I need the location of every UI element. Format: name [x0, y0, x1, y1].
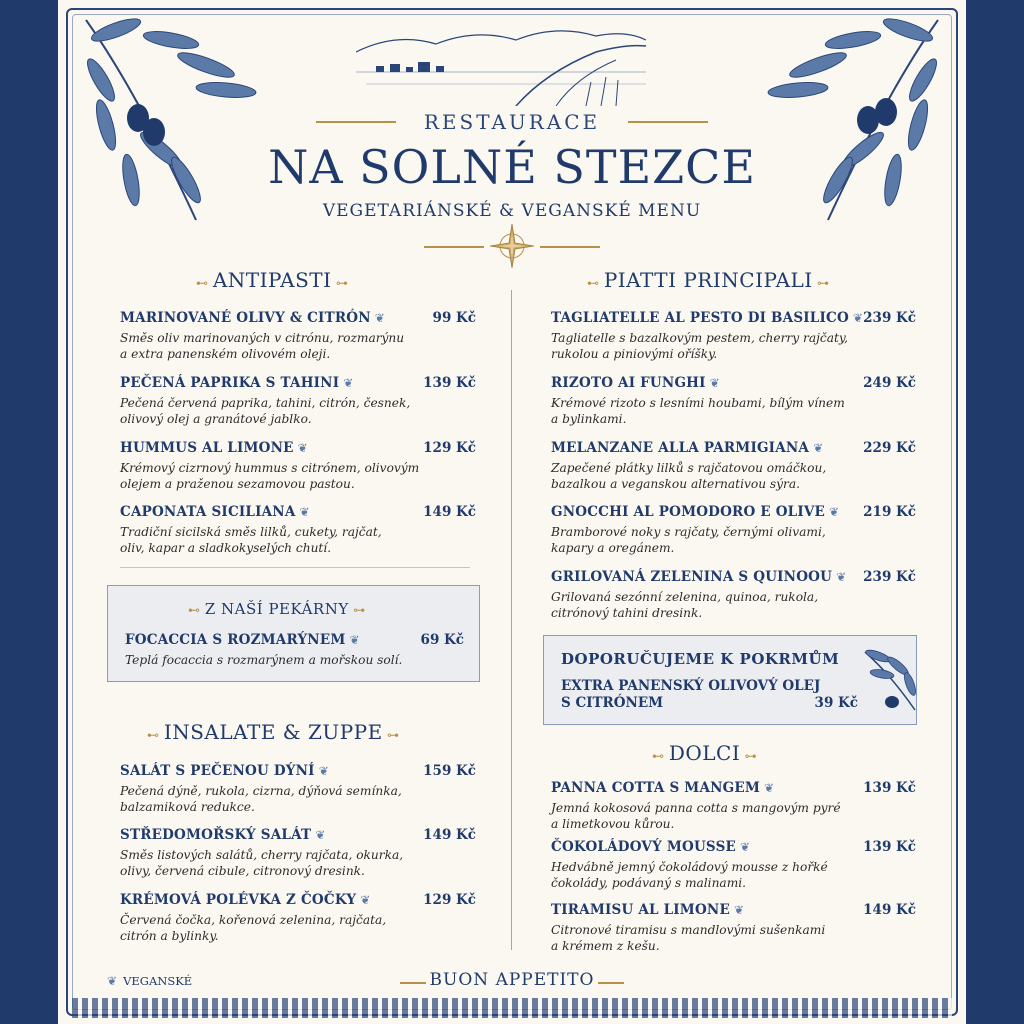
section-title-insalate: ⊷ INSALATE & ZUPPE ⊶	[147, 720, 400, 744]
leaf-icon: ❦	[299, 505, 310, 519]
item-price: 159 Kč	[423, 763, 476, 779]
item-name: HUMMUS AL LIMONE	[120, 440, 294, 456]
menu-item	[551, 440, 826, 492]
section-title-recommend: DOPORUČUJEME K POKRMŮM	[561, 650, 840, 668]
item-price: 139 Kč	[423, 375, 476, 391]
item-description: čokolády, podávaný s malinami.	[551, 876, 747, 890]
item-description: Pečená dýně, rukola, cizrna, dýňová semínka,	[120, 784, 402, 798]
column-divider	[511, 290, 512, 950]
recommend-item	[561, 678, 820, 712]
menu-item	[551, 375, 845, 427]
leaf-icon: ❦	[349, 633, 360, 647]
compass-rose-icon	[488, 222, 536, 270]
item-description: Tagliatelle s bazalkovým pestem, cherry rajčaty,	[551, 331, 848, 345]
item-name: STŘEDOMOŘSKÝ SALÁT	[120, 827, 312, 843]
leaf-icon: ❦	[107, 974, 118, 988]
item-description: kapary a oregánem.	[551, 541, 675, 555]
item-description: citrón a bylinky.	[120, 929, 219, 943]
restaurant-title: NA SOLNÉ STEZCE	[268, 140, 756, 194]
item-description: Směs oliv marinovaných v citrónu, rozmarýnu	[120, 331, 405, 345]
item-price: 139 Kč	[863, 780, 916, 796]
item-description: Zapečené plátky lilků s rajčatovou omáčkou,	[551, 461, 827, 475]
menu-item	[120, 892, 386, 944]
item-price: 149 Kč	[863, 902, 916, 918]
flourish-line	[540, 246, 600, 248]
item-name: GNOCCHI AL POMODORO E OLIVE	[551, 504, 826, 520]
restaurant-subtitle: RESTAURACE	[423, 110, 601, 134]
item-price: 149 Kč	[423, 504, 476, 520]
item-description: olejem a praženou sezamovou pastou.	[120, 477, 355, 491]
leaf-icon: ❦	[733, 903, 745, 917]
item-name: GRILOVANÁ ZELENINA S QUINOOU	[551, 569, 833, 585]
item-price: 129 Kč	[423, 892, 476, 908]
item-name: S CITRÓNEM	[561, 695, 664, 711]
menu-item	[120, 763, 402, 815]
menu-item	[551, 504, 839, 556]
item-name: KRÉMOVÁ POLÉVKA Z ČOČKY	[120, 892, 357, 908]
item-description: citrónový tahini dresink.	[551, 606, 703, 620]
decorative-border-band	[72, 998, 952, 1018]
menu-item	[120, 440, 419, 492]
item-price: 229 Kč	[863, 440, 916, 456]
menu-item	[120, 504, 382, 556]
landscape-illustration	[356, 22, 646, 106]
leaf-icon: ❦	[374, 311, 386, 325]
item-name: TAGLIATELLE AL PESTO DI BASILICO	[551, 310, 849, 326]
item-name: PEČENÁ PAPRIKA S TAHINI	[120, 375, 340, 391]
menu-tagline: VEGETARIÁNSKÉ & VEGANSKÉ MENU	[322, 201, 702, 221]
section-title-principali: ⊷ PIATTI PRINCIPALI ⊶	[587, 268, 830, 292]
menu-item	[120, 310, 404, 362]
menu-item	[551, 569, 846, 621]
item-name: FOCACCIA S ROZMARÝNEM	[125, 632, 346, 648]
item-price: 149 Kč	[423, 827, 476, 843]
item-description: Pečená červená paprika, tahini, citrón, česnek,	[120, 396, 411, 410]
item-price: 239 Kč	[863, 310, 916, 326]
leaf-icon: ❦	[343, 376, 354, 390]
menu-item	[551, 780, 841, 832]
item-description: Bramborové noky s rajčaty, černými olivami,	[551, 525, 826, 539]
section-title-bakery: ⊷ Z NAŠÍ PEKÁRNY ⊶	[188, 600, 366, 618]
item-name: MARINOVANÉ OLIVY & CITRÓN	[120, 310, 371, 326]
item-description: Grilovaná sezónní zelenina, quinoa, rukola,	[551, 590, 819, 604]
item-description: a bylinkami.	[551, 412, 627, 426]
item-description: Červená čočka, kořenová zelenina, rajčata,	[120, 913, 387, 927]
vegan-legend: ❦ VEGANSKÉ	[107, 974, 193, 988]
item-price: 249 Kč	[863, 375, 916, 391]
item-description: olivy, červená cibule, citronový dresink.	[120, 864, 365, 878]
item-name: MELANZANE ALLA PARMIGIANA	[551, 440, 810, 456]
item-description: olivový olej a granátové jablko.	[120, 412, 312, 426]
item-description: Citronové tiramisu s mandlovými sušenkami	[551, 923, 826, 937]
item-name: ČOKOLÁDOVÝ MOUSSE	[551, 839, 737, 855]
leaf-icon: ❦	[740, 840, 751, 854]
item-price: 129 Kč	[423, 440, 476, 456]
item-description: Krémové rizoto s lesními houbami, bílým vínem	[551, 396, 845, 410]
item-price: 99 Kč	[432, 310, 476, 326]
leaf-icon: ❦	[709, 376, 720, 390]
item-description: oliv, kapar a sladkokyselých chutí.	[120, 541, 332, 555]
leaf-icon: ❦	[852, 311, 864, 325]
menu-item	[551, 839, 828, 891]
olive-branch-icon	[860, 644, 926, 714]
item-price: 69 Kč	[420, 632, 464, 648]
item-description: a extra panenském olivovém oleji.	[120, 347, 331, 361]
leaf-icon: ❦	[836, 570, 847, 584]
item-description: balzamiková redukce.	[120, 800, 255, 814]
item-price: 219 Kč	[863, 504, 916, 520]
leaf-icon: ❦	[297, 441, 308, 455]
item-name: RIZOTO AI FUNGHI	[551, 375, 706, 391]
leaf-icon: ❦	[318, 764, 329, 778]
footer-text: BUON APPETITO	[429, 970, 595, 990]
item-description: Směs listových salátů, cherry rajčata, okurka,	[120, 848, 404, 862]
leaf-icon: ❦	[829, 505, 840, 519]
item-price: 39 Kč	[814, 695, 858, 711]
menu-item	[551, 902, 825, 954]
menu-item	[551, 310, 863, 362]
item-description: a limetkovou kůrou.	[551, 817, 675, 831]
item-description: rukolou a piniovými oříšky.	[551, 347, 718, 361]
item-name: PANNA COTTA S MANGEM	[551, 780, 761, 796]
item-name: SALÁT S PEČENOU DÝNÍ	[120, 763, 315, 779]
section-title-dolci: ⊷ DOLCI ⊶	[652, 741, 758, 765]
menu-item	[120, 827, 403, 879]
menu-item	[120, 375, 410, 427]
item-name: TIRAMISU AL LIMONE	[551, 902, 730, 918]
item-price: 239 Kč	[863, 569, 916, 585]
leaf-icon: ❦	[360, 893, 371, 907]
item-description: Krémový cizrnový hummus s citrónem, olivovým	[120, 461, 420, 475]
flourish-line	[424, 246, 484, 248]
leaf-icon: ❦	[764, 781, 775, 795]
item-description: Teplá focaccia s rozmarýnem a mořskou solí.	[125, 653, 403, 667]
item-description: bazalkou a veganskou alternativou sýra.	[551, 477, 801, 491]
item-description: Tradiční sicilská směs lilků, cukety, rajčat,	[120, 525, 382, 539]
section-title-antipasti: ⊷ ANTIPASTI ⊶	[196, 268, 349, 292]
menu-item	[125, 632, 402, 668]
section-divider	[120, 567, 470, 568]
leaf-icon: ❦	[813, 441, 824, 455]
leaf-icon: ❦	[315, 828, 326, 842]
item-description: a krémem z kešu.	[551, 939, 660, 953]
item-price: 139 Kč	[863, 839, 916, 855]
item-description: Jemná kokosová panna cotta s mangovým pyré	[551, 801, 841, 815]
item-name: EXTRA PANENSKÝ OLIVOVÝ OLEJ	[561, 678, 821, 694]
item-name: CAPONATA SICILIANA	[120, 504, 296, 520]
item-description: Hedvábně jemný čokoládový mousse z hořké	[551, 860, 828, 874]
